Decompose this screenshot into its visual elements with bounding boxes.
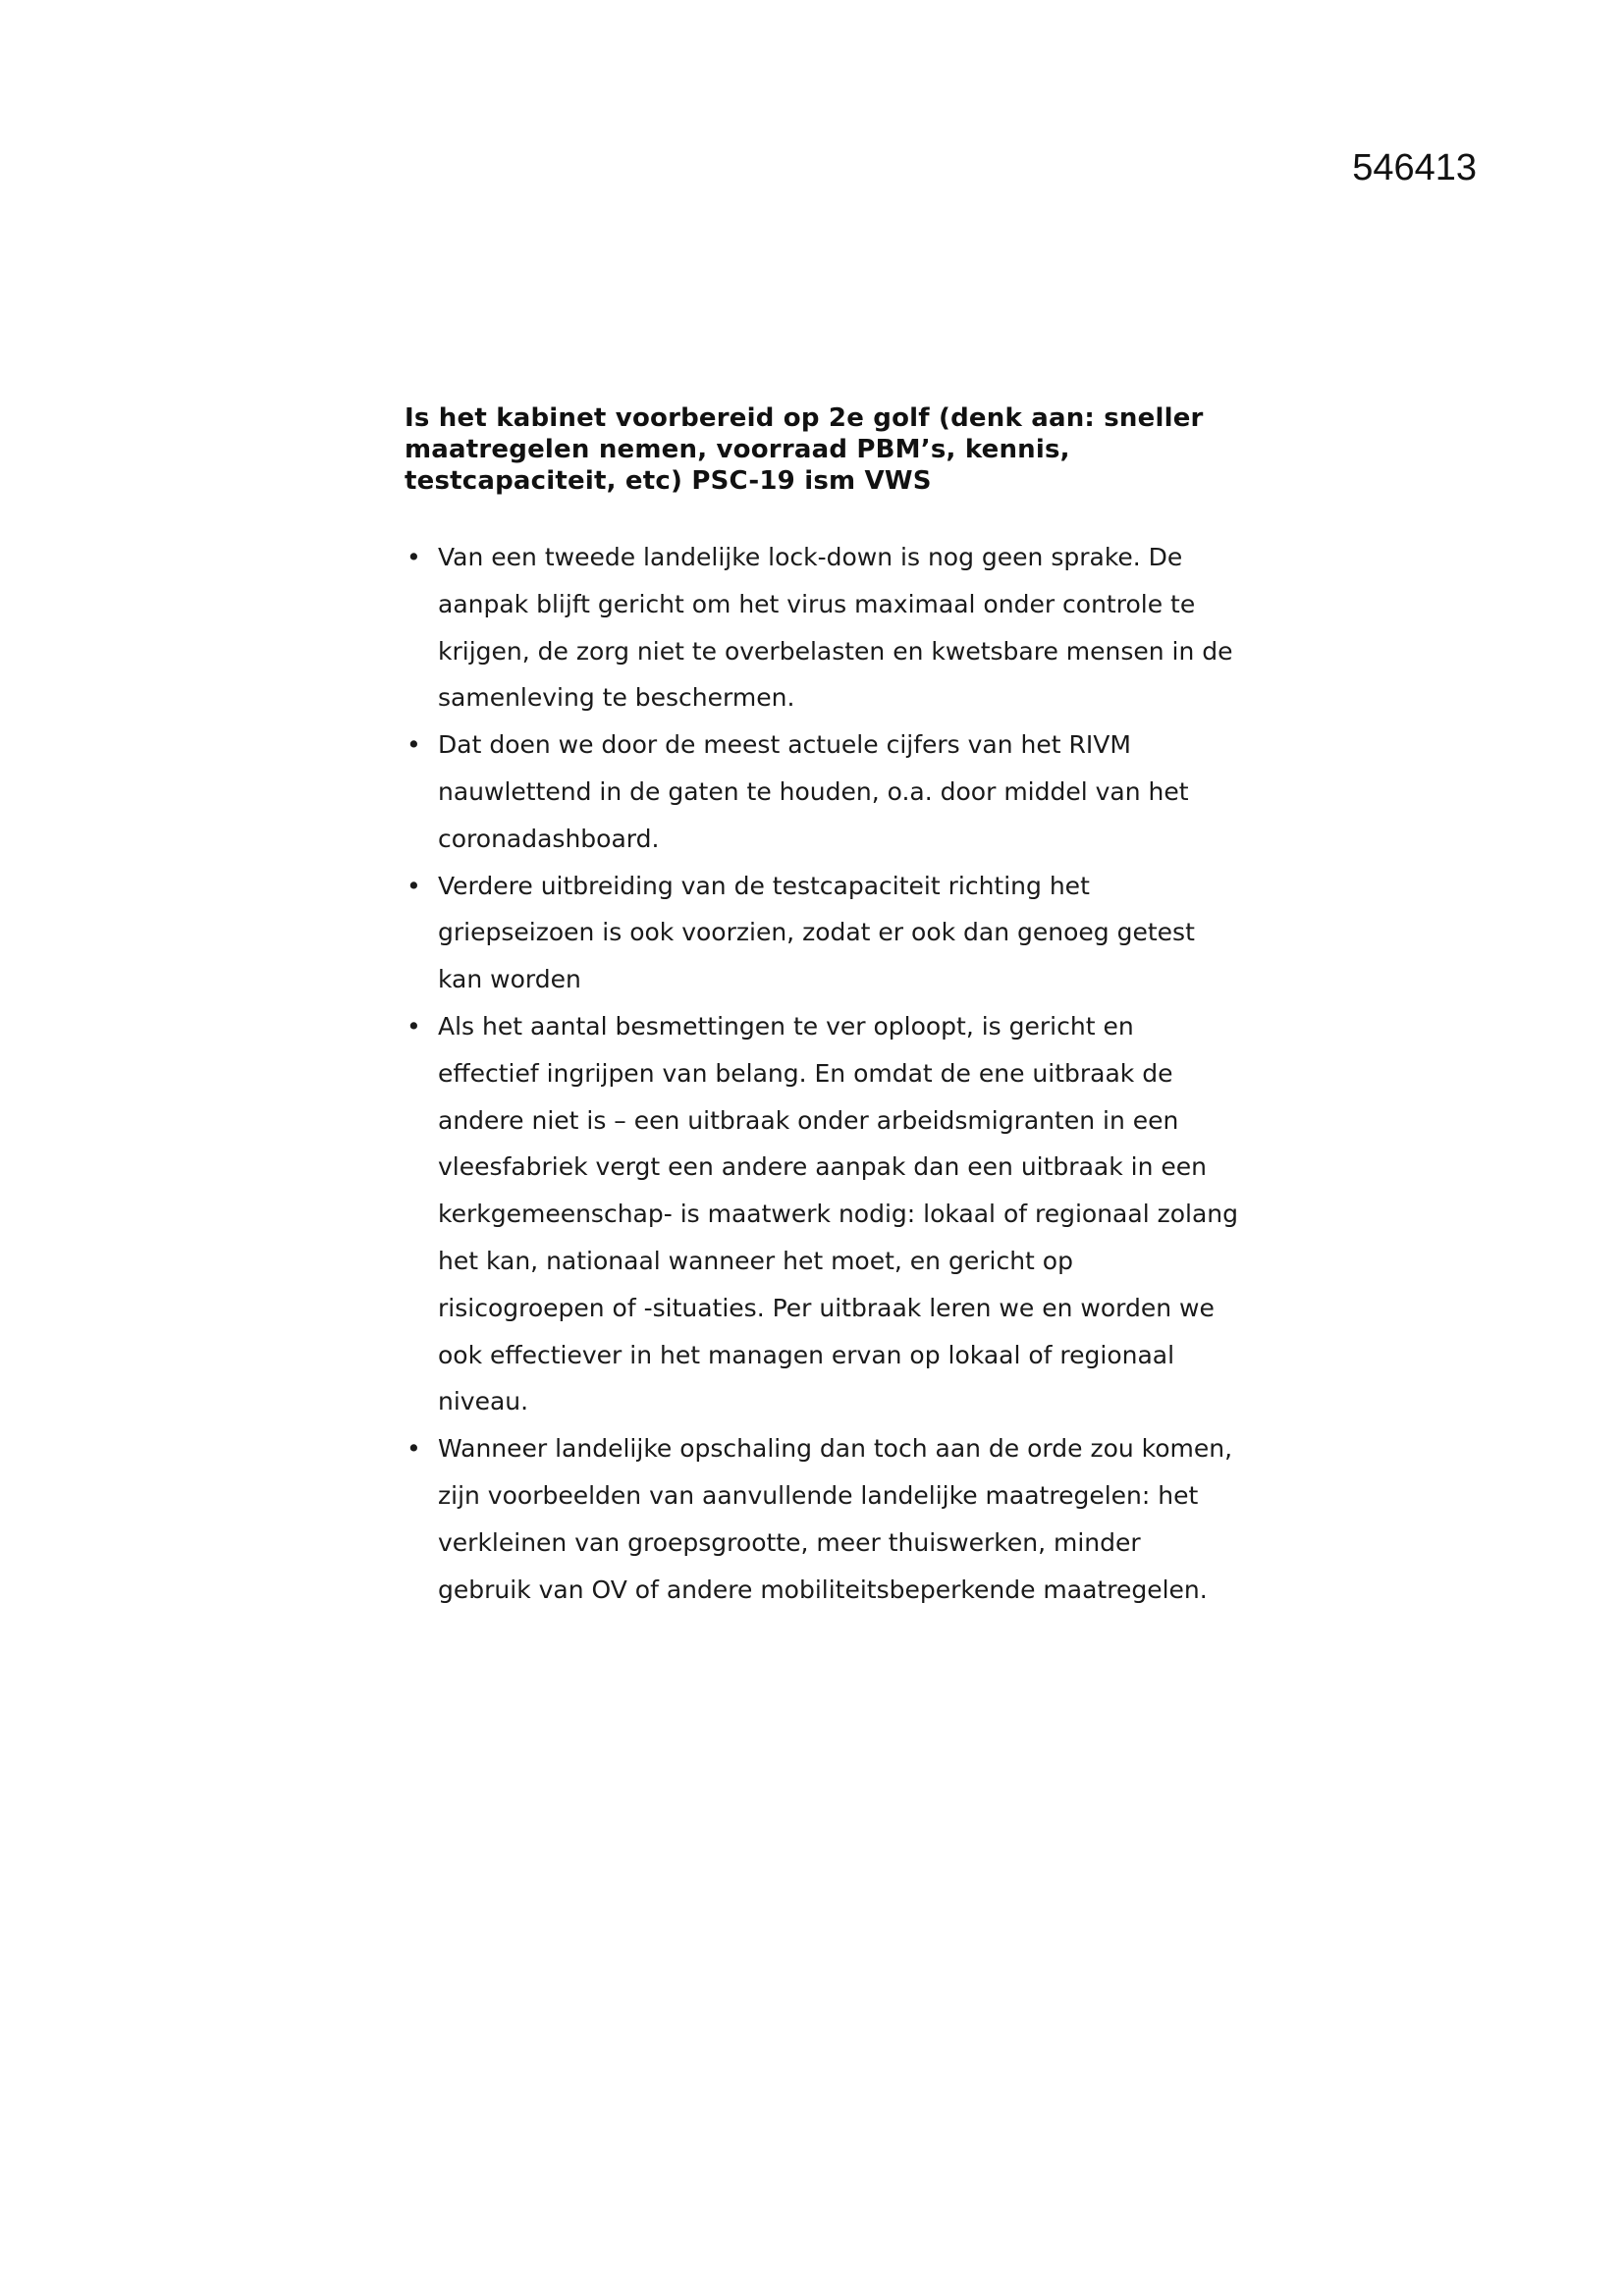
bullet-text: Wanneer landelijke opschaling dan toch aan de orde zou komen, zijn voorbeelden van aanvullende landelijke maatregelen: het verkleinen van groepsgrootte, meer thuiswerken, minder gebruik van OV of andere mobiliteitsbeperkende maatregelen. (438, 1434, 1233, 1604)
bullet-item (405, 534, 1239, 721)
document-number: 546413 (1352, 147, 1477, 188)
bullet-item (405, 1003, 1239, 1425)
question-heading: Is het kabinet voorbereid op 2e golf (denk aan: sneller maatregelen nemen, voorraad PBM’s, kennis, testcapaciteit, etc) PSC-19 ism VWS (405, 403, 1204, 496)
bullet-item (405, 721, 1239, 862)
bullet-icon: • (406, 543, 421, 571)
bullet-text: Dat doen we door de meest actuele cijfers van het RIVM nauwlettend in de gaten te houden, o.a. door middel van het coronadashboard. (438, 730, 1189, 853)
bullet-icon: • (406, 730, 421, 760)
bullet-icon: • (406, 871, 421, 900)
bullet-text: Als het aantal besmettingen te ver oploopt, is gericht en effectief ingrijpen van belang. En omdat de ene uitbraak de andere niet is – een uitbraak onder arbeidsmigranten in een vleesfabriek vergt een andere aanpak dan een uitbraak in een kerkgemeenschap- is maatwerk nodig: lokaal of regionaal zolang het kan, nationaal wanneer het moet, en gericht op risicogroepen of -situaties. Per uitbraak leren we en worden we ook effectiever in het managen ervan op lokaal of regionaal niveau. (438, 1011, 1238, 1416)
bullet-list (405, 534, 1239, 1613)
bullet-item (405, 1425, 1239, 1613)
document-body (405, 402, 1239, 1613)
bullet-item (405, 863, 1239, 1003)
bullet-text: Verdere uitbreiding van de testcapaciteit richting het griepseizoen is ook voorzien, zodat er ook dan genoeg getest kan worden (438, 871, 1195, 994)
bullet-text: Van een tweede landelijke lock-down is nog geen sprake. De aanpak blijft gericht om het virus maximaal onder controle te krijgen, de zorg niet te overbelasten en kwetsbare mensen in de samenleving te beschermen. (438, 543, 1233, 713)
bullet-icon: • (406, 1011, 421, 1041)
bullet-icon: • (406, 1434, 421, 1464)
